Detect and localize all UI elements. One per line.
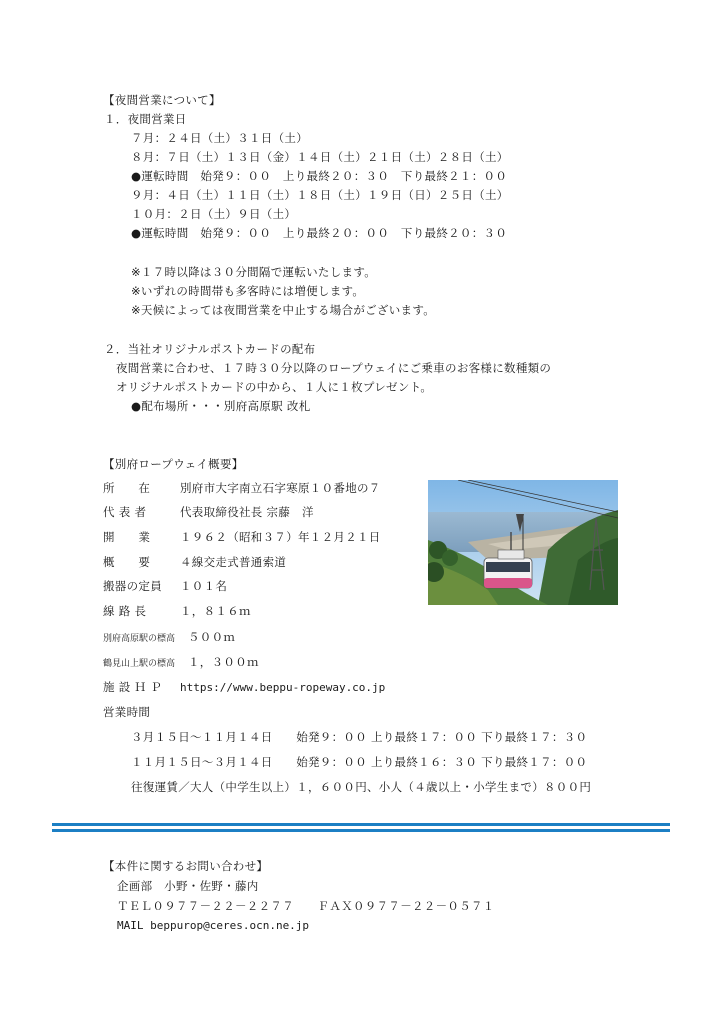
overview-row-summit-elevation (103, 655, 259, 671)
row-value: ５００ｍ (188, 630, 236, 644)
hours-label: 営業時間 (103, 705, 151, 719)
row-label: 別府高原駅の標高 (103, 634, 176, 644)
september-dates: ９月：４日（土）１１日（土）１８日（土）１９日（日）２５日（土） (131, 188, 509, 202)
row-label: 開 業 (103, 530, 151, 544)
row-label: 搬器の定員 (103, 579, 162, 593)
row-value: １９６２（昭和３７）年１２月２１日 (180, 530, 381, 544)
july-dates: ７月：２４日（土）３１日（土） (131, 131, 308, 145)
contact-heading: 【本件に関するお問い合わせ】 (103, 859, 269, 873)
contact-phone-fax: ＴＥＬ０９７７－２２－２２７７ ＦＡＸ０９７７－２２－０５７１ (117, 899, 495, 913)
postcard-line-2: オリジナルポストカードの中から、１人に１枚プレゼント。 (116, 380, 433, 394)
overview-row-capacity (103, 579, 227, 593)
note-extra-runs: ※いずれの時間帯も多客時には増便します。 (131, 284, 365, 298)
hours-summer: ●運転時間 始発９：００ 上り最終２０：３０ 下り最終２１：００ (131, 169, 508, 183)
note-weather: ※天候によっては夜間営業を中止する場合がございます。 (131, 303, 436, 317)
section2-title: ２．当社オリジナルポストカードの配布 (104, 342, 316, 356)
overview-row-location (103, 481, 381, 495)
row-label: 概 要 (103, 555, 151, 569)
schedule-spring: ３月１５日～１１月１４日 始発９：００ 上り最終１７：００ 下り最終１７：３０ (131, 730, 588, 744)
contact-mail[interactable]: MAIL beppurop@ceres.ocn.ne.jp (117, 919, 310, 932)
row-label: 代 表 者 (103, 505, 147, 519)
overview-row-opened (103, 530, 381, 544)
october-dates: １０月：２日（土）９日（土） (131, 207, 297, 221)
ropeway-photo (428, 480, 618, 605)
night-heading: 【夜間営業について】 (103, 93, 221, 107)
row-value: ４線交走式普通索道 (180, 555, 287, 569)
note-interval: ※１７時以降は３０分間隔で運転いたします。 (131, 265, 377, 279)
section1-title: １．夜間営業日 (104, 112, 187, 126)
distribution-place: ●配布場所・・・別府高原駅 改札 (131, 399, 311, 413)
overview-row-website (103, 680, 385, 695)
row-label: 所 在 (103, 481, 151, 495)
website-link[interactable]: https://www.beppu-ropeway.co.jp (180, 681, 386, 694)
row-label: 施 設 Ｈ Ｐ (103, 680, 163, 694)
fare-info: 往復運賃／大人（中学生以上）１，６００円、小人（４歳以上・小学生まで）８００円 (131, 780, 592, 794)
row-value: 代表取締役社長 宗藤 洋 (180, 505, 314, 519)
row-value: 別府市大字南立石字寒原１０番地の７ (180, 481, 381, 495)
divider-rule-bottom (52, 829, 670, 832)
overview-row-representative (103, 505, 314, 519)
row-label: 鶴見山上駅の標高 (103, 659, 176, 669)
row-value: １，３００ｍ (188, 655, 259, 669)
august-dates: ８月：７日（土）１３日（金）１４日（土）２１日（土）２８日（土） (131, 150, 509, 164)
row-label: 線 路 長 (103, 604, 147, 618)
overview-row-length (103, 604, 251, 618)
overview-row-summary (103, 555, 286, 569)
overview-row-base-elevation (103, 630, 235, 646)
postcard-line-1: 夜間営業に合わせ、１７時３０分以降のロープウェイにご乗車のお客様に数種類の (116, 361, 552, 375)
row-value: １０１名 (180, 579, 228, 593)
contact-department: 企画部 小野・佐野・藤内 (117, 879, 259, 893)
divider-rule-top (52, 823, 670, 826)
overview-heading: 【別府ロープウェイ概要】 (103, 457, 244, 471)
schedule-winter: １１月１５日～３月１４日 始発９：００ 上り最終１６：３０ 下り最終１７：００ (131, 755, 588, 769)
row-value: １，８１６ｍ (180, 604, 251, 618)
hours-autumn: ●運転時間 始発９：００ 上り最終２０：００ 下り最終２０：３０ (131, 226, 508, 240)
